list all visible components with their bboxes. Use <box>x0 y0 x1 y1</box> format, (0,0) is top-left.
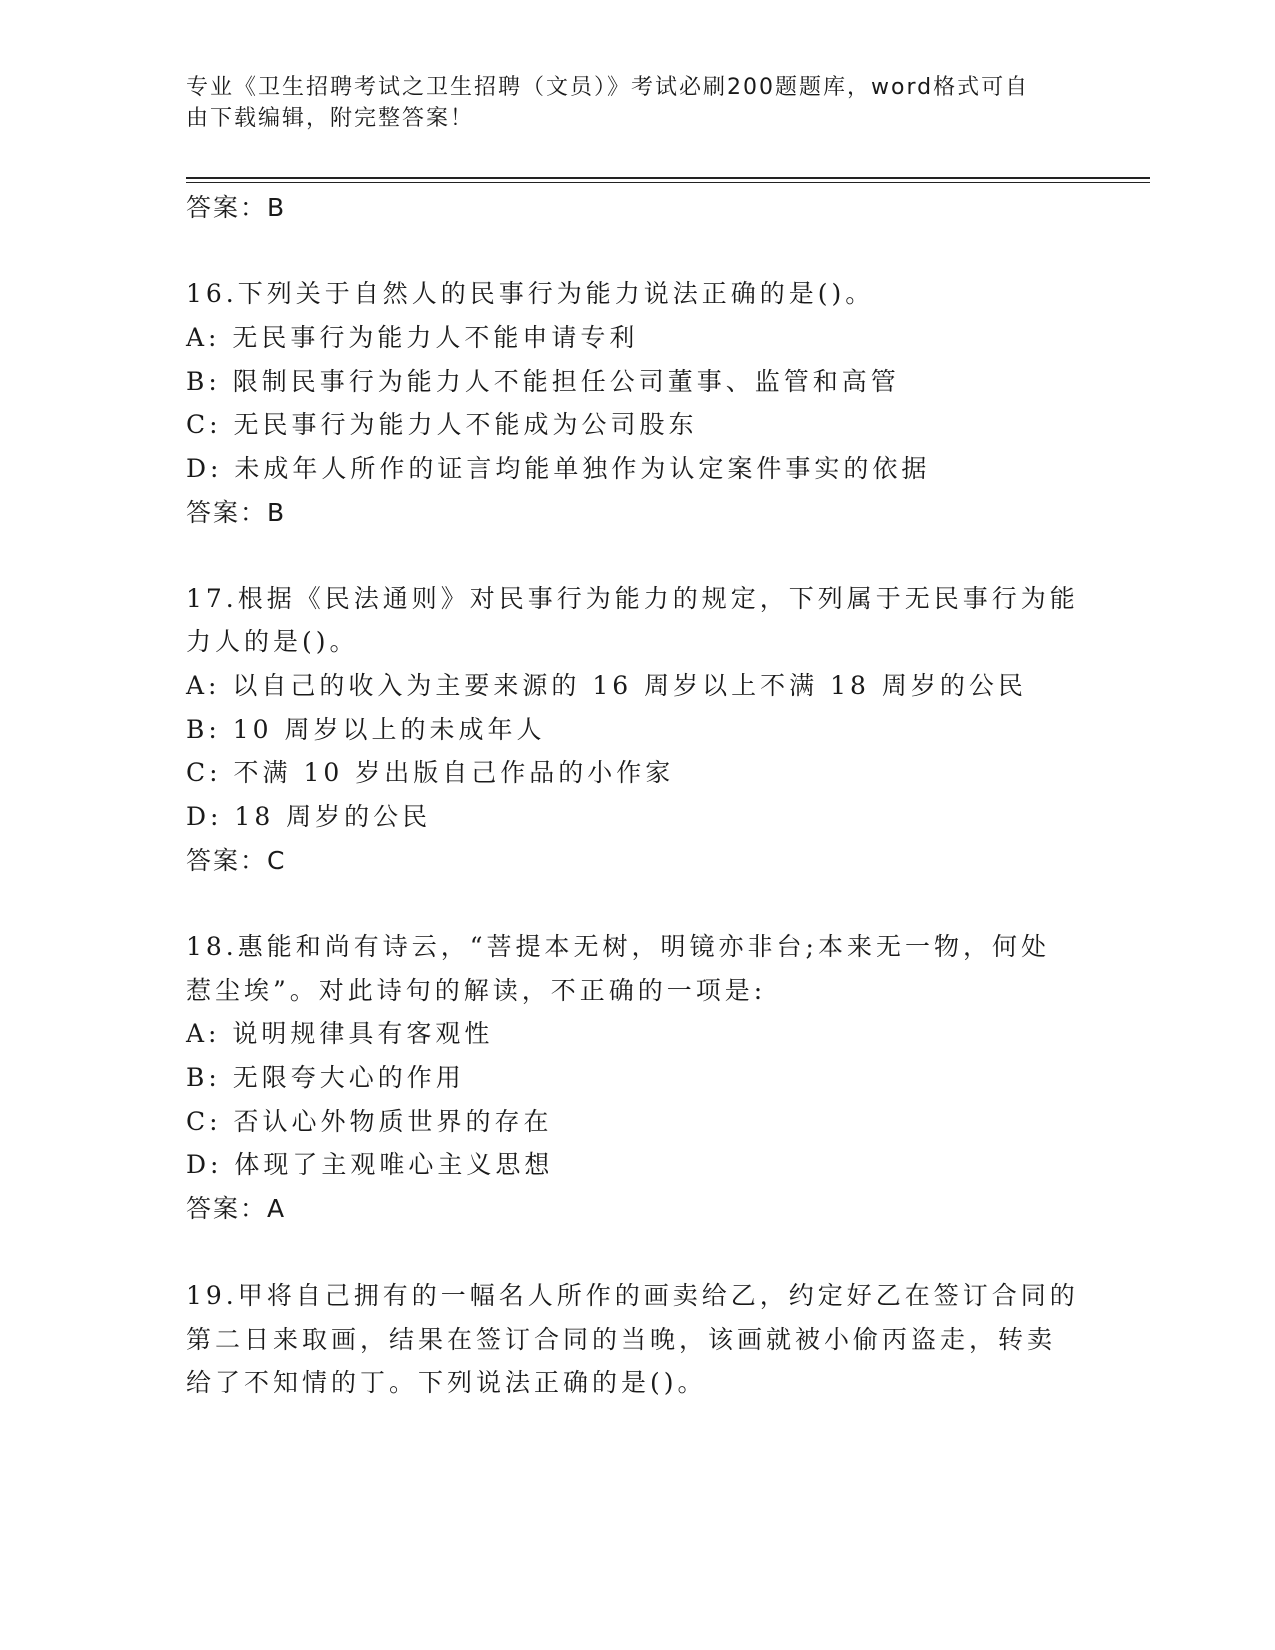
question-16-option-d: D: 未成年人所作的证言均能单独作为认定案件事实的依据 <box>186 454 931 483</box>
question-16-stem: 16.下列关于自然人的民事行为能力说法正确的是()。 <box>186 279 875 308</box>
question-18-stem-line-1: 18.惠能和尚有诗云，“菩提本无树，明镜亦非台;本来无一物，何处 <box>186 932 1050 961</box>
question-16-option-c: C: 无民事行为能力人不能成为公司股东 <box>186 410 698 439</box>
answer-16: 答案：B <box>186 498 287 527</box>
question-19-stem-line-3: 给了不知情的丁。下列说法正确的是()。 <box>186 1368 707 1397</box>
question-17-option-d: D: 18 周岁的公民 <box>186 802 432 831</box>
question-18-option-d: D: 体现了主观唯心主义思想 <box>186 1150 554 1179</box>
question-16-option-b: B: 限制民事行为能力人不能担任公司董事、监管和高管 <box>186 367 900 396</box>
question-17-stem-line-1: 17.根据《民法通则》对民事行为能力的规定，下列属于无民事行为能 <box>186 584 1079 613</box>
question-18-stem-line-2: 惹尘埃”。对此诗句的解读，不正确的一项是: <box>186 976 767 1005</box>
question-16-option-a: A: 无民事行为能力人不能申请专利 <box>186 323 639 352</box>
question-18-option-c: C: 否认心外物质世界的存在 <box>186 1107 553 1136</box>
document-header <box>186 72 1086 134</box>
header-line-1: 专业《卫生招聘考试之卫生招聘（文员）》考试必刷200题题库，word格式可自 <box>186 75 1030 100</box>
question-18-option-a: A: 说明规律具有客观性 <box>186 1019 494 1048</box>
question-19-stem-line-1: 19.甲将自己拥有的一幅名人所作的画卖给乙，约定好乙在签订合同的 <box>186 1281 1079 1310</box>
header-line-2: 由下载编辑，附完整答案！ <box>186 106 475 131</box>
answer-18: 答案：A <box>186 1194 287 1223</box>
answer-15: 答案：B <box>186 193 287 222</box>
header-rule-thin <box>186 182 1150 183</box>
header-rule <box>186 177 1150 179</box>
question-18-option-b: B: 无限夸大心的作用 <box>186 1063 465 1092</box>
answer-17: 答案：C <box>186 846 287 875</box>
question-17-option-b: B: 10 周岁以上的未成年人 <box>186 715 546 744</box>
question-19-stem-line-2: 第二日来取画，结果在签订合同的当晚，该画就被小偷丙盗走，转卖 <box>186 1325 1057 1354</box>
question-17-stem-line-2: 力人的是()。 <box>186 627 359 656</box>
question-17-option-c: C: 不满 10 岁出版自己作品的小作家 <box>186 758 675 787</box>
question-17-option-a: A: 以自己的收入为主要来源的 16 周岁以上不满 18 周岁的公民 <box>186 671 1027 700</box>
